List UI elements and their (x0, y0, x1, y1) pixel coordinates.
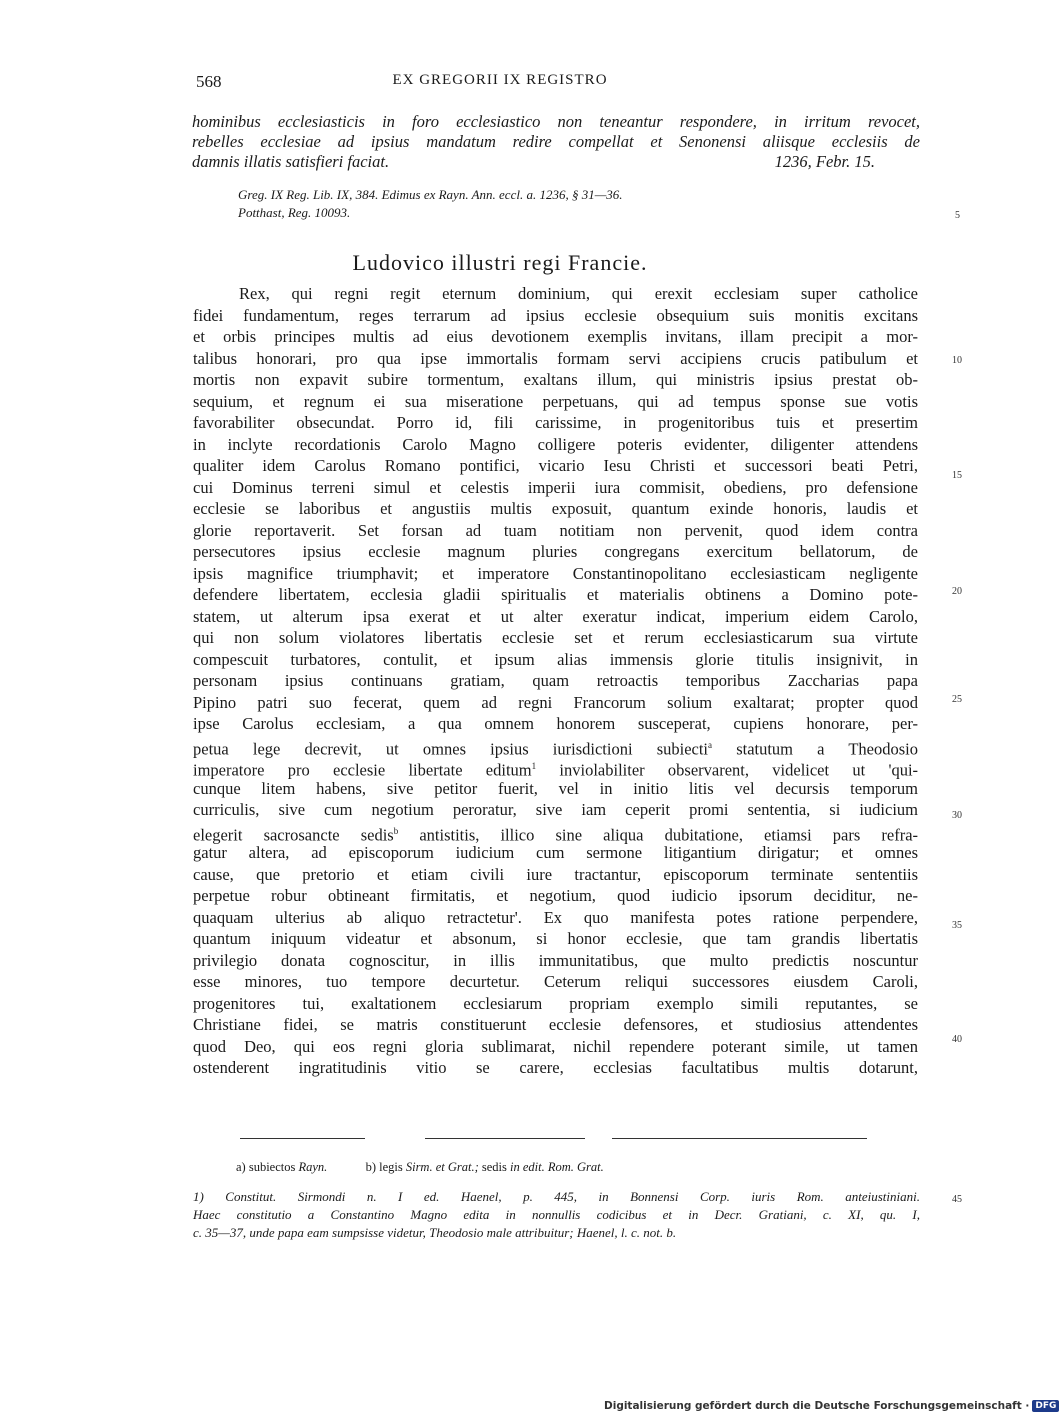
note-text: legis (379, 1160, 403, 1174)
line-number: 30 (952, 810, 962, 821)
intro-line: hominibus ecclesiasticis in foro ecclesiastico non teneantur respondere, in irritum revocet, (192, 112, 920, 131)
body-text: statutum a Theodosio (736, 739, 919, 758)
line-number: 25 (952, 694, 962, 705)
source-line: Potthast, Reg. 10093. (238, 205, 351, 220)
body-line: Christiane fidei, se matris constituerunt ecclesie defensores, et studiosius attendentes (193, 1015, 918, 1034)
body-line: privilegio donata cognoscitur, in illis immunitatibus, que multo predictis noscuntur (193, 950, 918, 970)
body-line: quod Deo, qui eos regni gloria sublimarat, nichil rependere poterant simile, ut tamen (193, 1036, 918, 1056)
body-line: ipse Carolus ecclesiam, a qua omnem honorem susceperat, cupiens honorare, per- (193, 714, 918, 733)
body-line: ecclesie se laboribus et angustiis multis exposuit, quantum exinde honoris, laudis et (193, 499, 918, 518)
source-line: Greg. IX Reg. Lib. IX, 384. Edimus ex Rayn. Ann. eccl. a. 1236, § 31—36. (238, 187, 623, 202)
body-text: petua lege decrevit, ut omnes ipsius iurisdictioni subiecti (193, 739, 709, 758)
note-source: in edit. Rom. Grat. (510, 1160, 604, 1174)
body-line: in inclyte recordationis Carolo Magno colligere poteris evidenter, diligenter attendens (193, 434, 918, 454)
line-number: 10 (952, 355, 962, 366)
page-number: 568 (196, 72, 222, 91)
line-number: 35 (952, 920, 962, 931)
footer-text: Digitalisierung gefördert durch die Deutsche Forschungsgemeinschaft · (604, 1400, 1030, 1412)
body-line (193, 735, 918, 757)
dfg-logo: DFG (1032, 1400, 1059, 1412)
textual-notes (236, 1160, 604, 1175)
line-number: 40 (952, 1034, 962, 1045)
footnote-line: c. 35—37, unde papa eam sumpsisse videtur, Theodosio male attribuitur; Haenel, l. c. not. b. (193, 1225, 677, 1240)
body-line: compescuit turbatores, contulit, et ipsum alias immensis glorie titulis insignivit, in (193, 649, 918, 669)
footnote-separator (612, 1138, 867, 1139)
body-line: ipsis magnifice triumphavit; et imperatore Constantinopolitano ecclesiasticam negligente (193, 563, 918, 583)
note-source: Rayn. (298, 1160, 328, 1174)
body-line: qui non solum violatores libertatis ecclesie set et rerum ecclesiasticarum sua virtute (193, 628, 918, 647)
note-text: sedis (481, 1160, 507, 1174)
body-line: et orbis principes multis ad eius devotionem exemplis invitans, illam precipit a mor- (193, 327, 918, 346)
intro-summary (192, 112, 920, 172)
footnote-line: 1) Constitut. Sirmondi n. I ed. Haenel, p. 445, in Bonnensi Corp. iuris Rom. anteiustiniani. (193, 1189, 920, 1204)
source-references (238, 186, 623, 222)
body-text: imperatore pro ecclesie libertate editum (193, 760, 532, 780)
body-line: persecutores ipsius ecclesie magnum pluries congregans exercitum bellatorum, de (193, 542, 918, 561)
body-line: Pipino patri suo fecerat, quem ad regni Francorum solium exaltarat; propter quod (193, 692, 918, 712)
note-source: Sirm. et Grat.; (405, 1160, 479, 1174)
date-line: 1236, Febr. 15. (774, 152, 875, 171)
body-line: cui Dominus terreni simul et celestis imperii iura commisit, obediens, pro defensione (193, 477, 918, 497)
body-line: quaquam ulterius ab aliquo retractetur'. Ex quo manifesta potes ratione perpendere, (193, 907, 918, 927)
intro-line: rebelles ecclesiae ad ipsius mandatum redire compellat et Senonensi aliisque ecclesiis de (192, 132, 920, 151)
note-marker: a) (236, 1160, 246, 1174)
body-line (193, 821, 918, 843)
running-title: EX GREGORII IX REGISTRO (392, 72, 608, 88)
body-line: gatur altera, ad episcoporum iudicium cum sermone litigantium dirigatur; et omnes (193, 843, 918, 862)
body-line: favorabiliter obsecundat. Porro id, fili carissime, in progenitoribus tuis et presertim (193, 413, 918, 432)
body-line: cunque litem habens, sive petitor fuerit, vel in initio litis vel decursis temporum (193, 778, 918, 798)
body-line: defendere libertatem, ecclesia gladii spiritualis et materialis obtinens a Domino pote- (193, 585, 918, 604)
footnote-mark-a: a (708, 739, 713, 750)
footnote-mark-b: b (393, 825, 399, 836)
intro-last-line (192, 152, 920, 172)
letter-body (193, 283, 918, 1079)
line-number: 45 (952, 1194, 962, 1205)
line-number: 15 (952, 470, 962, 481)
body-line: statem, ut alterum ipsa exerat et ut alter exeratur indicat, imperium eidem Carolo, (193, 606, 918, 626)
body-line: esse minores, tuo tempore decurtetur. Ceterum reliqui successores eiusdem Caroli, (193, 972, 918, 991)
body-line: cause, que pretorio et etiam civili iure tractantur, episcoporum terminate sententiis (193, 864, 918, 884)
note-text: subiectos (248, 1160, 296, 1174)
digitization-credit (604, 1400, 1059, 1412)
body-line: talibus honorari, pro qua ipse immortalis formam servi accipiens crucis patibulum et (193, 348, 918, 368)
body-text: inviolabiliter observarent, videlicet ut 'qui- (559, 760, 919, 780)
footnote-1 (193, 1188, 920, 1242)
body-line: personam ipsius continuans gratiam, quam retroactis temporibus Zaccharias papa (193, 671, 918, 690)
body-line: ostenderent ingratitudinis vitio se carere, ecclesias facultatibus multis dotarunt, (193, 1058, 918, 1077)
addressee-heading: Ludovico illustri regi Francie. (352, 250, 648, 275)
body-line: curriculis, sive cum negotium peroratur, sive iam ceperit promi sententia, si iudicium (193, 800, 918, 819)
body-text: antistitis, illico sine aliqua dubitatione, etiamsi pars refra- (419, 825, 919, 844)
footnote-separator (240, 1138, 365, 1139)
body-line: progenitores tui, exaltationem ecclesiarum propriam exemplo simili reputantes, se (193, 993, 918, 1013)
body-text: elegerit sacrosancte sedis (193, 825, 394, 844)
body-line (193, 756, 918, 778)
body-line: perpetue robur obtineant firmitatis, et negotium, quod iudicio ipsorum deciditur, ne- (193, 886, 918, 905)
body-line: qualiter idem Carolus Romano pontifici, vicario Iesu Christi et successori beati Petri, (193, 456, 918, 475)
body-line: mortis non expavit subire tormentum, exaltans illum, qui ministris ipsius prestat ob- (193, 370, 918, 389)
note-marker: b) (365, 1160, 376, 1174)
body-line: Rex, qui regni regit eternum dominium, qui erexit ecclesiam super catholice (239, 284, 918, 303)
body-line: glorie reportaverit. Set forsan ad tuam notitiam non pervenit, quod idem contra (193, 520, 918, 540)
footnote-mark-1: 1 (531, 761, 537, 771)
body-line: fidei fundamentum, reges terrarum ad ipsius ecclesie obsequium suis monitis excitans (193, 305, 918, 325)
line-number: 5 (955, 210, 960, 221)
footnote-line: Haec constitutio a Constantino Magno edita in nonnullis codicibus et in Decr. Gratiani, c. XI, qu. I, (193, 1207, 920, 1222)
body-line: quantum iniquum videatur et absonum, si honor ecclesie, que tam grandis libertatis (193, 929, 918, 948)
body-line: sequium, et regnum ei sua miseratione perpetuans, qui ad tempus sponse sue votis (193, 391, 918, 411)
footnote-separator (425, 1138, 585, 1139)
line-number: 20 (952, 586, 962, 597)
intro-line: damnis illatis satisfieri faciat. (192, 152, 390, 171)
